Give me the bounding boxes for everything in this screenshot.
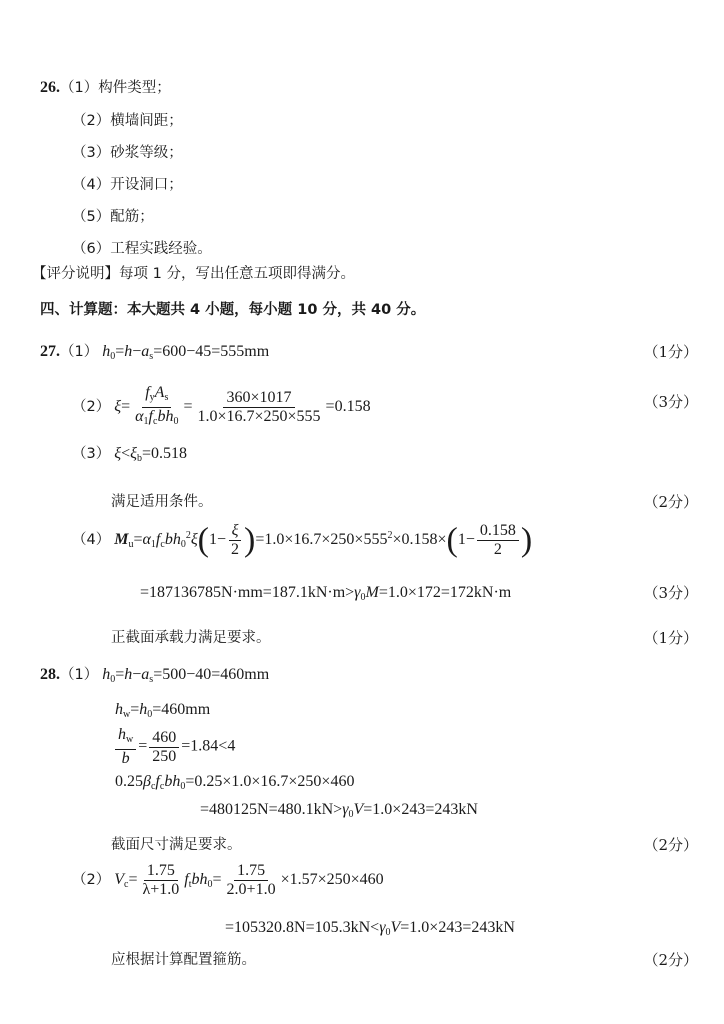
score: （3分） [643,393,698,411]
score: （2分） [643,493,698,511]
q28-check: $0.25\beta_cf_cbh_0=0.25\times 1.0\times 16.7\times 250\times 460$ [115,773,355,792]
q27-step-4-result: $=187136785N\cdot mm=187.1kN\cdot m>\gamma_0M=1.0\times 172=172kN\cdot m$ [140,584,512,603]
q26-item-5: （5）配筋； [72,209,154,225]
q26-item-4: （4）开设洞口； [72,177,183,193]
q28-hw: $h_w=h_0=460mm$ [115,701,211,720]
q28-check-result: $=480125N=480.1kN>\gamma_0V=1.0\times 243=243kN$ [200,801,478,820]
q28-step-2: （2） $V_c=$ $\frac{1.75}{\lambda+1.0}$ $f_tbh_0=$ $\frac{1.75}{2.0+1.0}$ ×1.57×250×460 [72,862,384,898]
q27-conclusion: 正截面承载力满足要求。 [111,630,271,646]
q27-step-3: （3） $\xi<\xi_b=0.518$ [72,445,188,464]
q27-step-1: 27.（1） $h_0=h-a_s=600-45=555mm$ [40,343,270,362]
score: （3分） [643,584,698,602]
q27-step-2: （2） ξ= $\frac{f_yA_s}{\alpha_1f_cbh_0}$ = $\frac{360\times 1017}{1.0\times 16.7\times 250\times 555}$ =0.158 [72,384,371,427]
q28-step-1: 28.（1） $h_0=h-a_s=500-40=460mm$ [40,666,270,685]
score: （1分） [643,629,698,647]
q28-step-2-result: $=105320.8N=105.3kN<\gamma_0V=1.0\times 243=243kN$ [225,919,515,938]
q26-item-3: （3）砂浆等级； [72,145,183,161]
q27-step-4: （4） $M_u=\alpha_1f_cbh_0^2\xi(1-$ $\frac{\xi}{2}$ )$=1.0\times 16.7\times 250\times 555^2\times 0.158\times(1-$ $\frac{0.158}{2}$ ) [72,521,533,559]
q28-ratio: $\frac{h_w}{b}$ = $\frac{460}{250}$ =1.84<4 [113,726,235,768]
score: （2分） [643,836,698,854]
q27-condition: 满足适用条件。 [111,494,213,510]
q26-item-2: （2）横墙间距； [72,113,183,129]
score: （1分） [643,343,698,361]
score: （2分） [643,951,698,969]
q26-scoring-note: 【评分说明】每项 1 分，写出任意五项即得满分。 [32,266,355,282]
q26-item-1: 26.（1）构件类型； [40,79,171,96]
q28-conclusion-1: 截面尺寸满足要求。 [111,837,242,853]
q26-item-6: （6）工程实践经验。 [72,241,212,257]
q28-conclusion-2: 应根据计算配置箍筋。 [111,952,256,968]
section-title: 四、计算题：本大题共 4 小题，每小题 10 分，共 40 分。 [40,302,426,318]
